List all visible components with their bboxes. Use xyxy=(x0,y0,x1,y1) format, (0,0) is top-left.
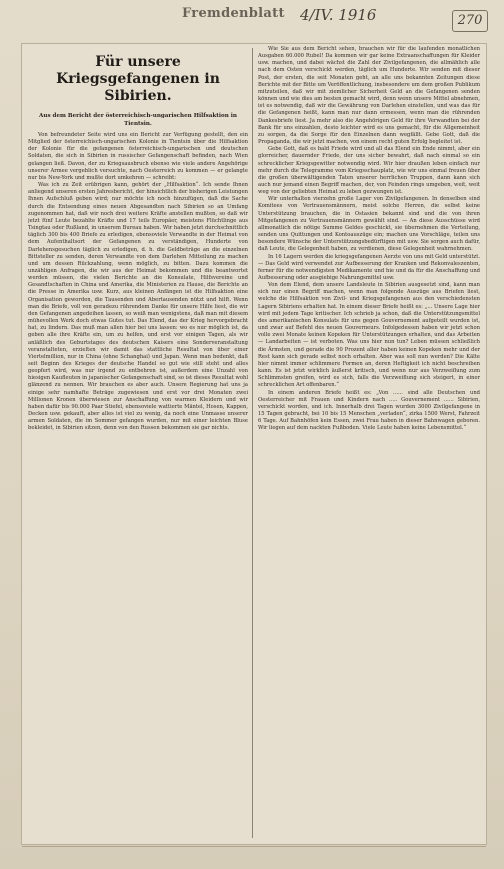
paper-fold-edge xyxy=(22,846,486,859)
article-paragraph: Von dem Elend, dem unsere Landsleute in Sibirien ausgesetzt sind, kann man sich nur einen Begriff machen, wenn man folgende Auszüge aus Briefen liest, welche die Hilfsaktion von Zivil- und Kriegsgefangenen aus den verschiedensten Lagern Sibiriens erhalten hat. In einem dieser Briefe heißt es: „... Unsere Lage hier wird mit jedem Tage kritischer. Ich schrieb ja schon, daß die Unterstützungsmittel des amerikanischen Konsulats für uns gegen Gouvernement aufgeteilt wurden ist, und zwar auf Befehl des neuen Gouverneurs. Infolgedessen haben wir jetzt schon volle zwei Monate keinen Kopeken für Unterstützungen erhalten, und das Arbeiten — Landarbeiten — ist verboten. Was uns hier nun tun? Leben müssen schließlich die Ärmsten, und gerade die 90 Prozent aller haben keinen Kopeken mehr und der Rest kann sich gerade selbst noch erhalten. Aber was soll nun werden? Die Kälte hier nimmt immer schlimmere Formen an, deren Heftigkeit ich nicht beschreiben kann. Es ist jetzt wirklich äußerst kritisch, und wenn nur aus Verzweiflung zum Schlimmsten greifen, wird es sich, falls die Verzweiflung sich steigert, in einer schrecklichen Art offenbaren.“ xyxy=(258,282,480,389)
article-headline: Für unsere Kriegsgefangenen in Sibirien. xyxy=(56,54,220,104)
page-number-stamp: 270 xyxy=(452,10,488,32)
newspaper-clipping xyxy=(22,44,486,844)
article-paragraph: Wie Sie aus dem Bericht sehen, brauchen wir für die laufenden monatlichen Ausgaben 60.000 Rubel! Da kommen wir gar keine Extraanschaffungen für Kleider usw. machen, und dabei wächst die Zahl der Zivilgefangenen, die allmählich alle nach dem Osten verschickt werden, täglich um Hunderte. Wir senden mit dieser Post, der ersten, die seit Monaten geht, an alle uns bekannten Zeitungen diese Berichte mit der Bitte um Veröffentlichung, insbesondere um dem großen Publikum mitzuteilen, daß wir mit ziemlicher Sicherheit Geld an die Gefangenen senden können und wie dies am besten gemacht wird, denn wenn unsere Mittel abnehmen, ist es notwendig, daß wir die Gewährung von Darlehen einstellen, und was das für die Gefangenen heißt, kann man nur dann ermessen, wenn man die rührenden Dankesbriefe liest. Ja mehr also die Angehörigen Geld für ihre Verwandten bei der Bank für uns einzahlen, desto leichter wird es uns gemacht, für die Allgemeinheit zu sorgen, da die Sorge für den Einzelnen dann wegfällt. Gebe Gott, daß die Propaganda, die wir jetzt machen, von einem recht guten Erfolg begleitet ist. xyxy=(258,46,480,146)
article-paragraph: In 16 Lagern werden die kriegsgefangenen Aerzte von uns mit Geld unterstützt. — Das Geld wird verwendet zur Aufbesserung der Kranken und Rekonvaleszenten, ferner für die notwendigsten Medikamente und hie und da für die Anschaffung und Aufbesserung oder ausgiebige Nahrungsmittel usw. xyxy=(258,253,480,281)
article-paragraph: In einem anderen Briefe heißt es: „Von ...... sind alle Deutschen und Oesterreicher mit Frauen und Kindern nach ..... Gouvernement ...... Sibirien, verschickt worden, und ich. Innerhalb drei Tagen wurden 3000 Zivilgefangene in 15 Tagen gebracht, bei 10 bis 15 Menschen „verladen“, zirka 1500 Werst, Fahrzeit 6 Tage. Auf Bahnhöfen kein Essen, zwei Frau haben in dieser Bahnwagen geboren. Wir liegen auf dem nackten Fußboden. Viele Leute haben keine Lebensmittel.“ xyxy=(258,389,480,432)
article-subhead: Aus dem Bericht der österreichisch-ungarischen Hilfsaktion in Tientsin. xyxy=(39,113,237,127)
left-column xyxy=(28,52,248,838)
newspaper-masthead: Fremdenblatt xyxy=(182,6,285,21)
article-paragraph: Gebe Gott, daß es bald Friede wird und all das Elend ein Ende nimmt, aber ein glorreicher, dauernder Friede, der uns sicher bewahrt, daß nach einmal so ein schrecklicher Kriegsgewitter notwendig wird. Wir hier draußen leben einfach nur mehr durch die Telegramme vom Kriegsschauplatz, wie wir uns einmal freuen über die großen überwältigenden Taten unserer herrlichen Truppen, dann kann sich auch nur jemand einen Begriff machen, der, von Feinden rings umgeben, weit, weit weg von der geliebten Heimat zu leben gezwungen ist. xyxy=(258,146,480,196)
left-paragraphs xyxy=(28,132,248,433)
right-paragraphs xyxy=(258,46,480,432)
column-divider xyxy=(252,48,253,838)
handwritten-date: 4/IV. 1916 xyxy=(300,6,377,24)
article-paragraph: Was ich zu Zeit erübrigen kann, gehört der „Hilfsaktion“. Ich sende Ihnen anliegend unseren ersten Jahresbericht, der hinsichtlich der bisherigen Leistungen Ihnen Aufschluß geben wird; nur möchte ich noch hinzufügen, daß die Sache durch die Entsendung eines neuen Abgesandten nach Sibirien so an Umfang zugenommen hat, daß wir noch drei weitere Kräfte anstellen mußten, so daß wir jetzt fünf Leute bezahlte Kräfte und 17 teils Europäer, meistens Flüchtlinge aus Tsingtau oder Rußland, in unserem Bureau haben. Wir haben jetzt durchschnittlich täglich 300 bis 400 Briefe zu erledigen, ebensoviele Verwandte in der Heimat von dem Aufenthaltsort der Gefangenen zu verständigen, Hunderte von Darlehensgesuchen täglich zu erledigen, d. h. die Geldbeträge an die einzelnen Bittsteller zu senden, deren Verwandte von dem Darlehen Mitteilung zu machen und um dessen Rückzahlung, wenn möglich, zu bitten. Dazu kommen die unzähligen Anfragen, die wir aus der Heimat bekommen und die beantwortet werden müssen, die vielen Berichte an die Konsulate, Hilfsvereine und Gesandtschaften in China und Amerika, die Ministerien zu Hause, die Berichte an die Presse in Amerika usw. Kurz, aus kleinen Anfängen ist die Hilfsaktion eine Organisation geworden, die Tausenden und Abertausenden nützt und hilft. Wenn man die Briefe, voll von geradezu rührendem Danke für unsere Hilfe liest, die wir den Gefangenen angedeihen lassen, so weiß man wenigstens, daß man mit diesem mühevollen Werk doch etwas Gutes tut. Das Elend, das der Krieg hervorgebracht hat, zu lindern. Das muß man allen hier bei uns lassen: wo es nur möglich ist, da geben alle ihre Kräfte ein, um zu helfen, und erst vor einigen Tagen, als wir anläßlich des Geburtstages des deutschen Kaisers eine Sonderveranstaltung veranstalteten, erzielten wir damit das stattliche Resultat von über einer Viertelmillion, nur in China (ohne Schanghai) und Japan. Wenn man bedenkt, daß seit Beginn des Krieges der deutsche Handel so gut wie still steht und alles geopfert wird, was nur irgend zu entbehren ist, außerdem eine Unzahl von hiesigen Kaufleuten in japanischer Gefangenschaft sind, so ist dieses Resultat wohl glänzend zu nennen. Wir brauchen es aber auch. Unsere Regierung hat uns ja einige sehr namhafte Beträge zugewiesen und erst vor drei Monaten zwei Millionen Kronen überwiesen zur Anschaffung von warmen Kleidern und wir haben dafür bis 90.000 Paar Stiefel, ebensoviele wattierte Mäntel, Hosen, Kappen, Decken usw. gekauft, aber alles ist viel zu wenig, da noch eine Unmasse unserer armen Soldaten, die im Sommer gefangen wurden, nur mit einer leichten Bluse bekleidet, in Sibirien sitzen, denn von den Russen bekommen sie gar nichts. xyxy=(28,182,248,432)
article-paragraph: Wir unterhalten vierzehn große Lager von Zivilgefangenen. In denselben sind Komitees von Vertrauensmännern, meist solche Herren, die selbst keine Unterstützung brauchen, die in Ostasien bekannt sind und die von ihren Mitgefangenen zu Vertrauensmännern gewählt sind. — An diese Ausschüsse wird allmonatlich die nötige Summe Geldes geschickt, sie übernehmen die Verteilung, senden uns Quittungen und Kontoauszüge ein; machen uns Vorschläge, teilen uns besondere Wünsche der Unterstützungsbedürftigen mit usw. Sie sorgen auch dafür, daß Leute, die Gelegenheit haben, zu verdienen, diese Gelegenheit wahrnehmen. xyxy=(258,196,480,253)
right-column xyxy=(258,46,480,838)
article-paragraph: Von befreundeter Seite wird uns ein Bericht zur Verfügung gestellt, den ein Mitglied der österreichisch-ungarischen Kolonie in Tientsin über die Hilfsaktion der Kolonie für die gefangenen österreichisch-ungarischen und deutschen Soldaten, die sich in Sibirien in russischer Gefangenschaft befinden, nach Wien gelangen ließ. Davon, der zu Kriegsausbruch ebenso wie viele andere Angehörige unserer Armee vergeblich versuchte, nach Oesterreich zu kommen — er gelangte nur bis New-York und mußte dort umkehren — schreibt: xyxy=(28,132,248,181)
